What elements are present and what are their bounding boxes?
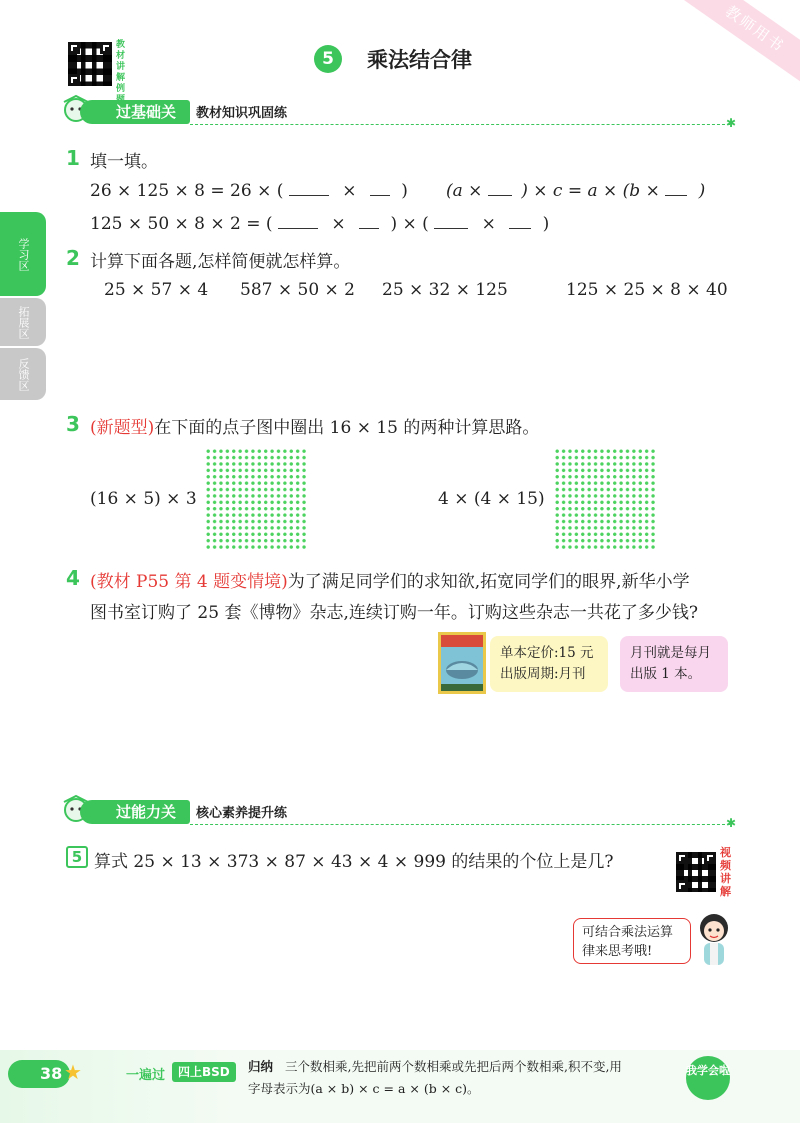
- q2-item: 25 × 57 × 4: [104, 280, 209, 300]
- page-number: 38: [8, 1060, 70, 1088]
- teacher-edition-stamp: 教师用书: [684, 0, 800, 86]
- dot-grid-left[interactable]: [205, 448, 307, 550]
- q4-text-line1: (教材 P55 第 4 题变情境)为了满足同学们的求知欲,拓宽同学们的眼界,新华小学: [90, 572, 690, 592]
- q2-item: 125 × 25 × 8 × 40: [566, 280, 728, 300]
- summary-line2: 字母表示为(a × b) × c = a × (b × c)。: [248, 1081, 480, 1096]
- edition-label: 四上BSD: [172, 1062, 236, 1082]
- question-number-3: 3: [66, 412, 80, 436]
- answer-blank[interactable]: [509, 215, 531, 229]
- answer-blank[interactable]: [434, 215, 468, 229]
- star-icon: ✱: [725, 816, 736, 830]
- q4-tag: (教材 P55 第 4 题变情境): [90, 572, 288, 592]
- video-explanation-label: 视频讲解: [720, 846, 731, 898]
- side-tab-extend[interactable]: 拓展区: [0, 298, 46, 346]
- question-number-4: 4: [66, 566, 80, 590]
- question-number-2: 2: [66, 246, 80, 270]
- qr-caption: 教材讲解例: [116, 40, 126, 94]
- section-subtitle: 核心素养提升练: [196, 806, 288, 821]
- section-subtitle: 教材知识巩固练: [196, 106, 288, 121]
- section-divider: [190, 824, 730, 825]
- page-title: 乘法结合律: [367, 48, 472, 72]
- qr-code-header[interactable]: [68, 42, 112, 86]
- hint-bubble: 可结合乘法运算 律来思考哦!: [573, 918, 691, 964]
- answer-blank[interactable]: [665, 182, 687, 196]
- answer-blank[interactable]: [370, 182, 390, 196]
- side-tab-feedback[interactable]: 反馈区: [0, 348, 46, 400]
- section-basic-header: [60, 98, 736, 130]
- brand-name: 一遍过: [126, 1068, 166, 1083]
- qr-code-video[interactable]: [676, 852, 716, 892]
- q3-tag: (新题型): [90, 418, 155, 438]
- q1-prompt: 填一填。: [90, 152, 158, 172]
- answer-blank[interactable]: [278, 215, 318, 229]
- q3-left-label: (16 × 5) × 3: [90, 489, 197, 509]
- q3-prompt: (新题型)在下面的点子图中圈出 16 × 15 的两种计算思路。: [90, 418, 540, 438]
- learned-badge: 我学会啦: [686, 1056, 730, 1100]
- q5-text: 算式 25 × 13 × 373 × 87 × 43 × 4 × 999 的结果的个位上是几?: [94, 852, 614, 872]
- side-tab-study[interactable]: 学习区: [0, 212, 46, 296]
- q4-text-line2: 图书室订购了 25 套《博物》杂志,连续订购一年。订购这些杂志一共花了多少钱?: [90, 603, 698, 623]
- q2-prompt: 计算下面各题,怎样简便就怎样算。: [90, 252, 351, 272]
- summary-line1: 归纳 三个数相乘,先把前两个数相乘或先把后两个数相乘,积不变,用: [248, 1059, 622, 1074]
- dot-grid-right[interactable]: [554, 448, 656, 550]
- question-number-1: 1: [66, 146, 80, 170]
- girl-character-image: [694, 910, 734, 970]
- q1-line2: 125 × 50 × 8 × 2 = ( × ) × ( × ): [90, 214, 550, 234]
- lesson-number-badge: 5: [314, 45, 342, 73]
- section-ability-header: [60, 798, 736, 830]
- star-icon: ✱: [725, 116, 736, 130]
- q1-line1-left: 26 × 125 × 8 = 26 × ( × ): [90, 181, 408, 201]
- answer-blank[interactable]: [488, 182, 512, 196]
- question-number-5: 5: [66, 846, 88, 868]
- q2-item: 587 × 50 × 2: [240, 280, 355, 300]
- answer-blank[interactable]: [289, 182, 329, 196]
- magazine-cover-image: [438, 632, 486, 694]
- summary-box: [248, 1056, 688, 1100]
- magazine-info-box: 单本定价:15 元 出版周期:月刊: [490, 636, 608, 692]
- q1-line1-right: (a × ) × c = a × (b × ): [446, 181, 706, 201]
- section-divider: [190, 124, 730, 125]
- q2-item: 25 × 32 × 125: [382, 280, 508, 300]
- section-tag: 过基础关: [80, 100, 190, 124]
- q3-right-label: 4 × (4 × 15): [438, 489, 545, 509]
- star-icon: ★: [64, 1060, 82, 1084]
- section-tag: 过能力关: [80, 800, 190, 824]
- monthly-note-box: 月刊就是每月 出版 1 本。: [620, 636, 728, 692]
- answer-blank[interactable]: [359, 215, 379, 229]
